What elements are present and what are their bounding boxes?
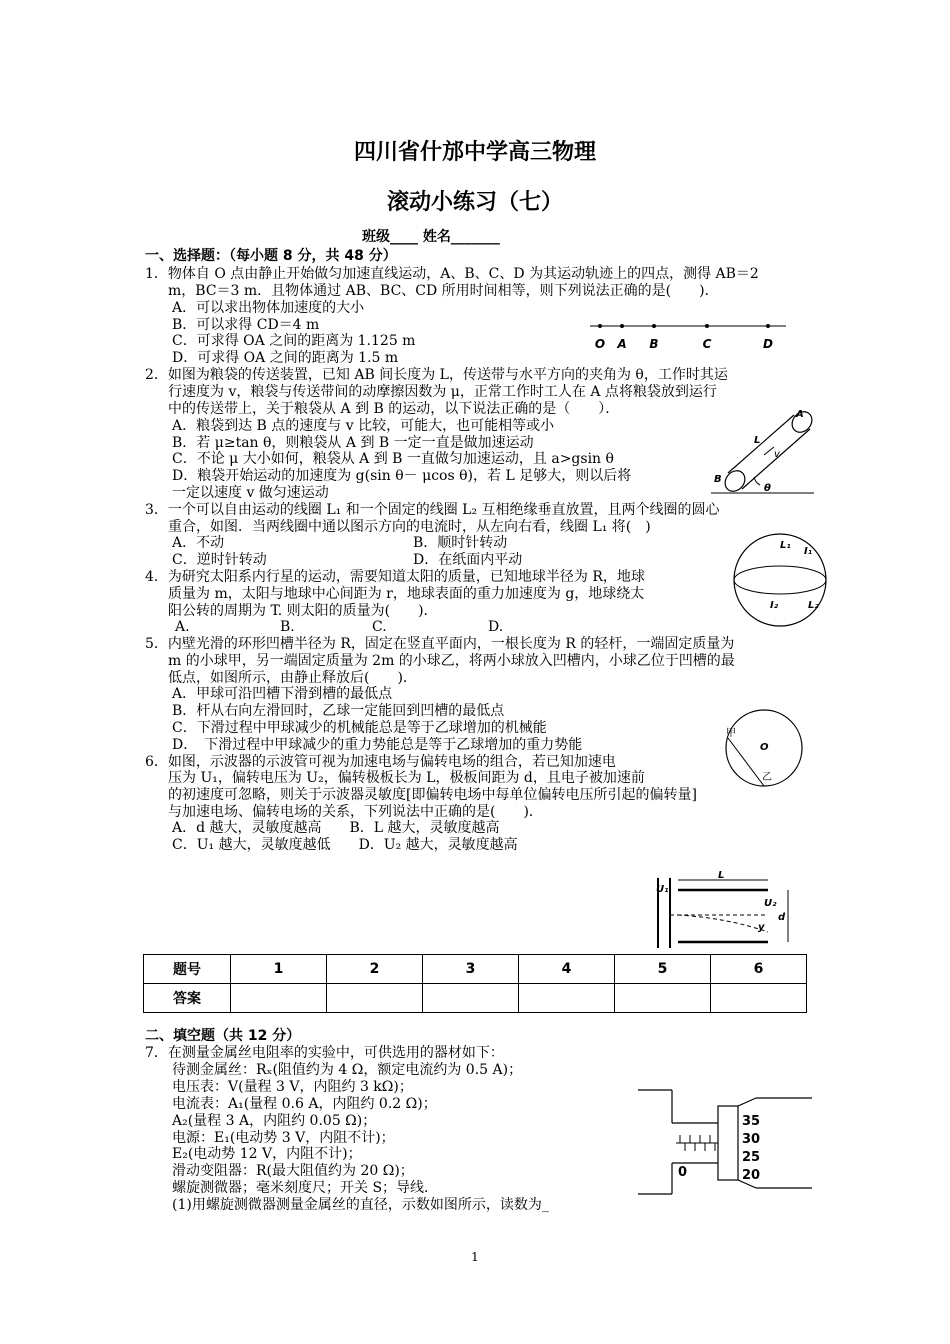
q5-option-d: D． 下滑过程中甲球减少的重力势能总是等于乙球增加的重力势能 xyxy=(172,737,583,753)
q2-line3: 中的传送带上，关于粮袋从 A 到 B 的运动，以下说法正确的是（ ）． xyxy=(168,401,620,417)
oscilloscope-figure xyxy=(648,868,798,952)
answer-cell[interactable] xyxy=(711,984,807,1013)
q4-option-d: D. xyxy=(488,619,504,635)
q6-options-cd: C．U₁ 越大，灵敏度越低 D．U₂ 越大，灵敏度越高 xyxy=(172,837,518,853)
answer-label: 答案 xyxy=(144,984,231,1013)
question-number-cell: 4 xyxy=(519,955,615,984)
question-number-cell: 1 xyxy=(231,955,327,984)
coils-figure xyxy=(730,530,830,630)
q1-line1: 1．物体自 O 点由静止开始做匀加速直线运动，A、B、C、D 为其运动轨迹上的四点，测得 AB＝2 xyxy=(145,266,759,282)
q3-line1: 3．一个可以自由运动的线圈 L₁ 和一个固定的线圈 L₂ 互相绝缘垂直放置，且两个线圈的圆心 xyxy=(145,502,720,518)
q5-option-c: C．下滑过程中甲球减少的机械能总是等于乙球增加的机械能 xyxy=(172,720,547,736)
q1-points-figure xyxy=(588,318,788,358)
scope-label-l: L xyxy=(718,870,725,881)
point-label-o: O xyxy=(594,337,606,351)
scope-label-y: y xyxy=(758,922,765,933)
q4-line1: 4．为研究太阳系内行星的运动，需要知道太阳的质量，已知地球半径为 R，地球 xyxy=(145,569,645,585)
point-label-a: A xyxy=(617,337,627,351)
bowl-label-o: O xyxy=(760,742,769,753)
q5-option-b: B．杆从右向左滑回时，乙球一定能回到凹槽的最低点 xyxy=(172,703,505,719)
scope-label-u1: U₁ xyxy=(656,884,669,895)
q2-option-d: D．粮袋开始运动的加速度为 g(sin θ－ μcos θ)，若 L 足够大，则以后将 xyxy=(172,468,632,484)
q1-option-d: D．可求得 OA 之间的距离为 1.5 m xyxy=(172,350,399,366)
answer-cell[interactable] xyxy=(327,984,423,1013)
point-label-b: B xyxy=(649,337,659,351)
q2-line2: 行速度为 v，粮袋与传送带间的动摩擦因数为 μ，正常工作时工人在 A 点将粮袋放到运行 xyxy=(168,384,717,400)
q7-line1: 7．在测量金属丝电阻率的实验中，可供选用的器材如下： xyxy=(145,1045,504,1061)
q2-option-b: B．若 μ≥tan θ，则粮袋从 A 到 B 一定一直是做加速运动 xyxy=(172,435,534,451)
micrometer-label-20: 20 xyxy=(742,1168,761,1183)
q7-line10: (1)用螺旋测微器测量金属丝的直径，示数如图所示，读数为_ xyxy=(172,1197,549,1213)
section2-heading: 二、填空题（共 12 分） xyxy=(145,1028,301,1044)
q1-option-b: B．可以求得 CD＝4 m xyxy=(172,317,320,333)
q6-line2: 压为 U₁，偏转电压为 U₂，偏转极板长为 L，极板间距为 d，且电子被加速前 xyxy=(168,770,645,786)
q1-option-a: A．可以求出物体加速度的大小 xyxy=(172,300,365,316)
bowl-label-yi: 乙 xyxy=(762,772,772,783)
conveyor-label-b: B xyxy=(714,474,722,485)
coil-label-i1: I₁ xyxy=(804,546,813,557)
q2-option-c: C．不论 μ 大小如何，粮袋从 A 到 B 一直做匀加速运动，且 a>gsin θ xyxy=(172,451,614,467)
section1-heading: 一、选择题：（每小题 8 分，共 48 分） xyxy=(145,248,397,264)
q2-line1: 2．如图为粮袋的传送装置，已知 AB 间长度为 L，传送带与水平方向的夹角为 θ，工作时其运 xyxy=(145,367,728,383)
answer-cell[interactable] xyxy=(615,984,711,1013)
answer-table-answer-row xyxy=(144,984,807,1013)
point-label-d: D xyxy=(763,337,773,351)
q6-options-ab: A．d 越大，灵敏度越高 B．L 越大，灵敏度越高 xyxy=(172,820,500,836)
bowl-figure xyxy=(722,708,812,793)
micrometer-label-35: 35 xyxy=(742,1114,761,1129)
coil-label-l2: L₂ xyxy=(808,600,819,611)
q5-line3: 低点，如图所示，由静止释放后( )． xyxy=(168,670,417,686)
q4-line3: 阳公转的周期为 T. 则太阳的质量为( )． xyxy=(168,603,438,619)
q7-line5: A₂(量程 3 A，内阻约 0.05 Ω)； xyxy=(172,1113,377,1129)
q4-line2: 质量为 m，太阳与地球中心间距为 r，地球表面的重力加速度为 g，地球绕太 xyxy=(168,586,645,602)
conveyor-figure xyxy=(706,405,816,500)
micrometer-figure xyxy=(636,1088,816,1198)
q3-option-a: A．不动 xyxy=(172,535,225,551)
answer-table xyxy=(143,954,807,1013)
point-marker xyxy=(620,324,624,328)
conveyor-label-v: v xyxy=(774,449,780,460)
q7-line9: 螺旋测微器；毫米刻度尺；开关 S；导线． xyxy=(172,1180,439,1196)
point-marker xyxy=(652,324,656,328)
coil-label-i2: I₂ xyxy=(770,600,779,611)
q6-line3: 的初速度可忽略，则关于示波器灵敏度[即偏转电场中每单位偏转电压所引起的偏转量] xyxy=(168,787,697,803)
conveyor-label-theta: θ xyxy=(764,483,771,494)
scope-label-d: d xyxy=(778,912,786,923)
q3-option-d: D．在纸面内平动 xyxy=(413,552,523,568)
question-number-label: 题号 xyxy=(144,955,231,984)
q4-option-c: C. xyxy=(372,619,387,635)
q7-line7: E₂(电动势 12 V，内阻不计)； xyxy=(172,1146,362,1162)
q1-option-c: C．可求得 OA 之间的距离为 1.125 m xyxy=(172,333,416,349)
q5-line1: 5．内壁光滑的环形凹槽半径为 R，固定在竖直平面内，一根长度为 R 的轻杆，一端固定质量为 xyxy=(145,636,735,652)
answer-cell[interactable] xyxy=(423,984,519,1013)
q7-line3: 电压表：V(量程 3 V，内阻约 3 kΩ)； xyxy=(172,1079,413,1095)
question-number-cell: 6 xyxy=(711,955,807,984)
q7-line8: 滑动变阻器：R(最大阻值约为 20 Ω)； xyxy=(172,1163,414,1179)
q5-line2: m 的小球甲，另一端固定质量为 2m 的小球乙，将两小球放入凹槽内，小球乙位于凹槽的最 xyxy=(168,653,735,669)
q4-option-a: A. xyxy=(175,619,190,635)
micrometer-label-25: 25 xyxy=(742,1150,761,1165)
q7-line2: 待测金属丝：Rₓ(阻值约为 4 Ω，额定电流约为 0.5 A)； xyxy=(172,1062,523,1078)
q4-option-b: B. xyxy=(280,619,295,635)
document-subtitle: 滚动小练习（七） xyxy=(386,190,563,215)
q3-line2: 重合，如图．当两线圈中通以图示方向的电流时，从左向右看，线圈 L₁ 将( ) xyxy=(168,519,651,535)
q3-option-c: C．逆时针转动 xyxy=(172,552,267,568)
document-title: 四川省什邡中学高三物理 xyxy=(353,140,596,165)
q2-option-d-cont: 一定以速度 v 做匀速运动 xyxy=(172,485,329,501)
q7-line6: 电源：E₁(电动势 3 V，内阻不计)； xyxy=(172,1130,395,1146)
bowl-label-jia: 甲 xyxy=(726,728,736,739)
answer-table-header-row xyxy=(144,955,807,984)
page-number: 1 xyxy=(471,1250,479,1264)
point-marker xyxy=(705,324,709,328)
question-number-cell: 5 xyxy=(615,955,711,984)
answer-cell[interactable] xyxy=(231,984,327,1013)
question-number-cell: 3 xyxy=(423,955,519,984)
class-name-line: 班级____ 姓名_______ xyxy=(362,229,500,245)
point-label-c: C xyxy=(702,337,712,351)
q5-option-a: A．甲球可沿凹槽下滑到槽的最低点 xyxy=(172,686,393,702)
question-number-cell: 2 xyxy=(327,955,423,984)
coil-label-l1: L₁ xyxy=(780,540,791,551)
micrometer-label-0: 0 xyxy=(678,1165,688,1180)
q6-line1: 6．如图，示波器的示波管可视为加速电场与偏转电场的组合，若已知加速电 xyxy=(145,754,616,770)
micrometer-label-30: 30 xyxy=(742,1132,761,1147)
conveyor-label-a: A xyxy=(796,409,804,420)
answer-cell[interactable] xyxy=(519,984,615,1013)
q3-option-b: B．顺时针转动 xyxy=(413,535,508,551)
q1-line2: m，BC＝3 m．且物体通过 AB、BC、CD 所用时间相等，则下列说法正确的是( )． xyxy=(168,283,719,299)
q6-line4: 与加速电场、偏转电场的关系，下列说法中正确的是( )． xyxy=(168,804,543,820)
conveyor-label-l: L xyxy=(754,435,761,446)
point-marker xyxy=(766,324,770,328)
q7-line4: 电流表：A₁(量程 0.6 A，内阻约 0.2 Ω)； xyxy=(172,1096,437,1112)
q2-option-a: A．粮袋到达 B 点的速度与 v 比较，可能大，也可能相等或小 xyxy=(172,418,555,434)
scope-label-u2: U₂ xyxy=(764,898,777,909)
point-marker xyxy=(598,324,602,328)
